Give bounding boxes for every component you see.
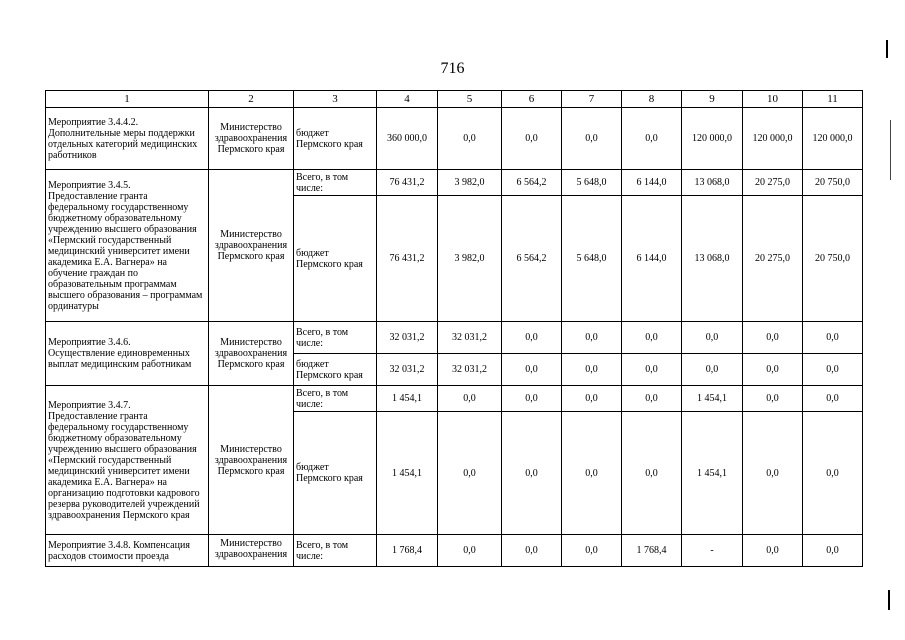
value-cell: 0,0 (562, 386, 622, 412)
value-cell: 0,0 (438, 412, 502, 535)
value-cell: 6 144,0 (622, 196, 682, 322)
value-cell: 0,0 (502, 354, 562, 386)
value-cell: 0,0 (743, 322, 803, 354)
value-cell: - (682, 535, 743, 567)
value-cell: 32 031,2 (438, 322, 502, 354)
value-cell: 1 454,1 (377, 412, 438, 535)
column-header: 11 (803, 91, 863, 108)
value-cell: 0,0 (622, 386, 682, 412)
value-cell: 1 454,1 (682, 386, 743, 412)
value-cell: 32 031,2 (438, 354, 502, 386)
value-cell: 0,0 (562, 322, 622, 354)
executor-cell: Министерство здравоохранения Пермского края (209, 170, 294, 322)
column-header: 5 (438, 91, 502, 108)
table-row (46, 386, 863, 412)
activity-cell: Мероприятие 3.4.8. Компенсация расходов стоимости проезда (46, 535, 209, 567)
value-cell: 3 982,0 (438, 196, 502, 322)
value-cell: 0,0 (743, 386, 803, 412)
value-cell: 120 000,0 (682, 108, 743, 170)
value-cell: 0,0 (622, 108, 682, 170)
value-cell: 0,0 (803, 322, 863, 354)
value-cell: 76 431,2 (377, 170, 438, 196)
column-header: 4 (377, 91, 438, 108)
value-cell: 0,0 (502, 412, 562, 535)
value-cell: 360 000,0 (377, 108, 438, 170)
source-cell: Всего, в том числе: (294, 386, 377, 412)
value-cell: 0,0 (803, 535, 863, 567)
header-row (46, 91, 863, 108)
source-cell: Всего, в том числе: (294, 535, 377, 567)
executor-cell: Министерство здравоохранения Пермского края (209, 108, 294, 170)
executor-cell: Министерство здравоохранения Пермского края (209, 322, 294, 386)
value-cell: 0,0 (562, 354, 622, 386)
activity-cell: Мероприятие 3.4.5. Предоставление гранта федеральному государственному бюджетному образовательному учреждению высшего образования «Пермский государственный медицинский университет имени академика Е.А. Вагнера» на обучение граждан по образовательным программам высшего образования – программам ординатуры (46, 170, 209, 322)
value-cell: 0,0 (502, 322, 562, 354)
value-cell: 1 454,1 (377, 386, 438, 412)
value-cell: 120 000,0 (803, 108, 863, 170)
activity-cell: Мероприятие 3.4.4.2. Дополнительные меры поддержки отдельных категорий медицинских работников (46, 108, 209, 170)
column-header: 3 (294, 91, 377, 108)
table-row (46, 322, 863, 354)
column-header: 8 (622, 91, 682, 108)
column-header: 10 (743, 91, 803, 108)
value-cell: 13 068,0 (682, 196, 743, 322)
value-cell: 1 454,1 (682, 412, 743, 535)
value-cell: 0,0 (803, 354, 863, 386)
value-cell: 0,0 (622, 354, 682, 386)
value-cell: 0,0 (562, 108, 622, 170)
scan-edge-mark (890, 120, 891, 180)
value-cell: 0,0 (682, 354, 743, 386)
column-header: 1 (46, 91, 209, 108)
value-cell: 6 144,0 (622, 170, 682, 196)
scan-edge-mark (888, 590, 890, 610)
value-cell: 20 275,0 (743, 170, 803, 196)
value-cell: 0,0 (622, 322, 682, 354)
value-cell: 0,0 (502, 108, 562, 170)
value-cell: 0,0 (803, 412, 863, 535)
value-cell: 20 275,0 (743, 196, 803, 322)
table-row (46, 170, 863, 196)
value-cell: 0,0 (438, 535, 502, 567)
value-cell: 0,0 (622, 412, 682, 535)
activity-cell: Мероприятие 3.4.6. Осуществление единовременных выплат медицинским работникам (46, 322, 209, 386)
column-header: 9 (682, 91, 743, 108)
value-cell: 0,0 (438, 386, 502, 412)
budget-table (45, 90, 863, 567)
value-cell: 0,0 (502, 386, 562, 412)
column-header: 6 (502, 91, 562, 108)
value-cell: 32 031,2 (377, 322, 438, 354)
source-cell: бюджет Пермского края (294, 108, 377, 170)
activity-cell: Мероприятие 3.4.7. Предоставление гранта федеральному государственному бюджетному образовательному учреждению высшего образования «Пермский государственный медицинский университет имени академика Е.А. Вагнера» на организацию подготовки кадрового резерва руководителей учреждений здравоохранения Пермского края (46, 386, 209, 535)
source-cell: Всего, в том числе: (294, 322, 377, 354)
value-cell: 0,0 (743, 412, 803, 535)
value-cell: 0,0 (743, 354, 803, 386)
value-cell: 1 768,4 (622, 535, 682, 567)
value-cell: 13 068,0 (682, 170, 743, 196)
value-cell: 20 750,0 (803, 196, 863, 322)
source-cell: бюджет Пермского края (294, 196, 377, 322)
value-cell: 76 431,2 (377, 196, 438, 322)
value-cell: 5 648,0 (562, 170, 622, 196)
value-cell: 3 982,0 (438, 170, 502, 196)
scan-edge-mark (886, 40, 888, 58)
value-cell: 6 564,2 (502, 170, 562, 196)
column-header: 7 (562, 91, 622, 108)
value-cell: 6 564,2 (502, 196, 562, 322)
source-cell: бюджет Пермского края (294, 354, 377, 386)
value-cell: 0,0 (562, 412, 622, 535)
value-cell: 0,0 (743, 535, 803, 567)
value-cell: 32 031,2 (377, 354, 438, 386)
value-cell: 0,0 (803, 386, 863, 412)
page-number: 716 (440, 60, 465, 77)
value-cell: 0,0 (438, 108, 502, 170)
table-row (46, 535, 863, 567)
value-cell: 0,0 (562, 535, 622, 567)
value-cell: 1 768,4 (377, 535, 438, 567)
column-header: 2 (209, 91, 294, 108)
table-row (46, 108, 863, 170)
value-cell: 5 648,0 (562, 196, 622, 322)
value-cell: 20 750,0 (803, 170, 863, 196)
executor-cell: Министерство здравоохранения (209, 535, 294, 567)
value-cell: 0,0 (502, 535, 562, 567)
source-cell: Всего, в том числе: (294, 170, 377, 196)
source-cell: бюджет Пермского края (294, 412, 377, 535)
value-cell: 120 000,0 (743, 108, 803, 170)
value-cell: 0,0 (682, 322, 743, 354)
executor-cell: Министерство здравоохранения Пермского края (209, 386, 294, 535)
